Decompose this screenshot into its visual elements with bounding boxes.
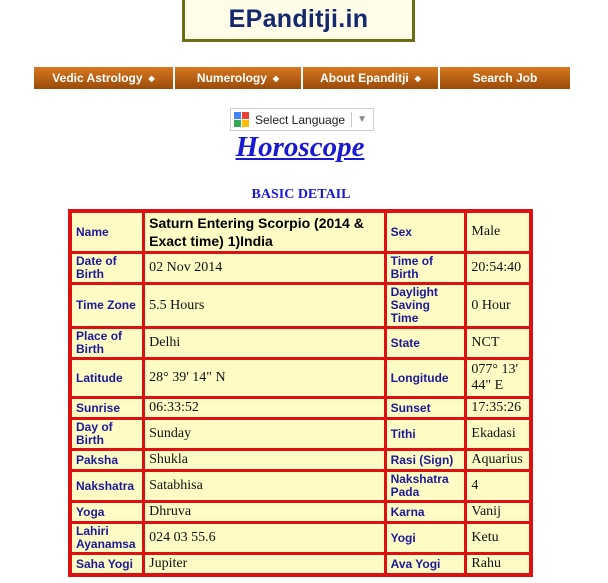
chevron-down-icon: ▼ [357,114,367,125]
table-row [71,471,530,501]
value-cell: 28° 39' 14" N [144,359,384,397]
value-cell: Satabhisa [144,471,384,501]
label-cell: Nakshatra Pada [386,471,466,501]
label-cell: Paksha [71,450,143,470]
nav-label: Vedic Astrology [52,71,143,85]
table-row [71,450,530,470]
value-cell: NCT [466,328,530,358]
table-row [71,502,530,522]
value-cell: Male [466,212,530,252]
value-cell: 06:33:52 [144,398,384,418]
label-cell: Lahiri Ayanamsa [71,523,143,553]
value-cell: 0 Hour [466,284,530,327]
diamond-icon: ◆ [272,73,280,83]
basic-detail-table [68,209,533,577]
label-cell: Sex [386,212,466,252]
value-cell: Rahu [466,554,530,574]
nav-label: Search Job [472,71,538,85]
site-logo-text: EPanditji.in [228,5,369,33]
value-cell: Jupiter [144,554,384,574]
site-logo[interactable] [182,0,415,42]
table-row [71,359,530,397]
nav-label: About Epanditji [320,71,409,85]
value-cell: Ketu [466,523,530,553]
table-row [71,398,530,418]
table-row [71,523,530,553]
value-cell: Ekadasi [466,419,530,449]
label-cell: State [386,328,466,358]
value-cell: Shukla [144,450,384,470]
value-cell: Dhruva [144,502,384,522]
value-cell: 17:35:26 [466,398,530,418]
table-row [71,554,530,574]
value-cell: 5.5 Hours [144,284,384,327]
diamond-icon: ◆ [414,73,421,83]
page-title-link[interactable]: Horoscope [235,131,365,163]
label-cell: Karna [386,502,466,522]
nav-item-numerology[interactable] [175,67,303,89]
value-cell: 4 [466,471,530,501]
language-divider [351,112,352,127]
value-cell: 077° 13' 44" E [466,359,530,397]
nav-label: Numerology [196,71,267,85]
language-selector[interactable] [230,108,374,131]
label-cell: Time of Birth [386,253,466,283]
value-cell: Saturn Entering Scorpio (2014 & Exact time) 1)India [144,212,384,252]
section-heading: BASIC DETAIL [251,187,351,202]
label-cell: Date of Birth [71,253,143,283]
label-cell: Saha Yogi [71,554,143,574]
table-row [71,419,530,449]
table-row [71,212,530,252]
value-cell: Delhi [144,328,384,358]
diamond-icon: ◆ [148,73,155,83]
page-title-wrap [0,131,600,164]
value-cell: Vanij [466,502,530,522]
label-cell: Name [71,212,143,252]
nav-item-about-epanditji[interactable] [303,67,440,89]
label-cell: Yoga [71,502,143,522]
table-row [71,284,530,327]
label-cell: Longitude [386,359,466,397]
nav-item-vedic-astrology[interactable] [34,67,175,89]
label-cell: Daylight Saving Time [386,284,466,327]
label-cell: Latitude [71,359,143,397]
label-cell: Nakshatra [71,471,143,501]
label-cell: Day of Birth [71,419,143,449]
table-row [71,328,530,358]
label-cell: Tithi [386,419,466,449]
label-cell: Time Zone [71,284,143,327]
value-cell: 20:54:40 [466,253,530,283]
value-cell: Aquarius [466,450,530,470]
label-cell: Yogi [386,523,466,553]
value-cell: 024 03 55.6 [144,523,384,553]
label-cell: Ava Yogi [386,554,466,574]
main-nav [34,67,570,89]
google-icon [234,112,250,128]
language-label: Select Language [255,112,346,127]
label-cell: Sunrise [71,398,143,418]
label-cell: Place of Birth [71,328,143,358]
value-cell: 02 Nov 2014 [144,253,384,283]
label-cell: Sunset [386,398,466,418]
nav-item-search-job[interactable] [440,67,570,89]
label-cell: Rasi (Sign) [386,450,466,470]
value-cell: Sunday [144,419,384,449]
table-row [71,253,530,283]
